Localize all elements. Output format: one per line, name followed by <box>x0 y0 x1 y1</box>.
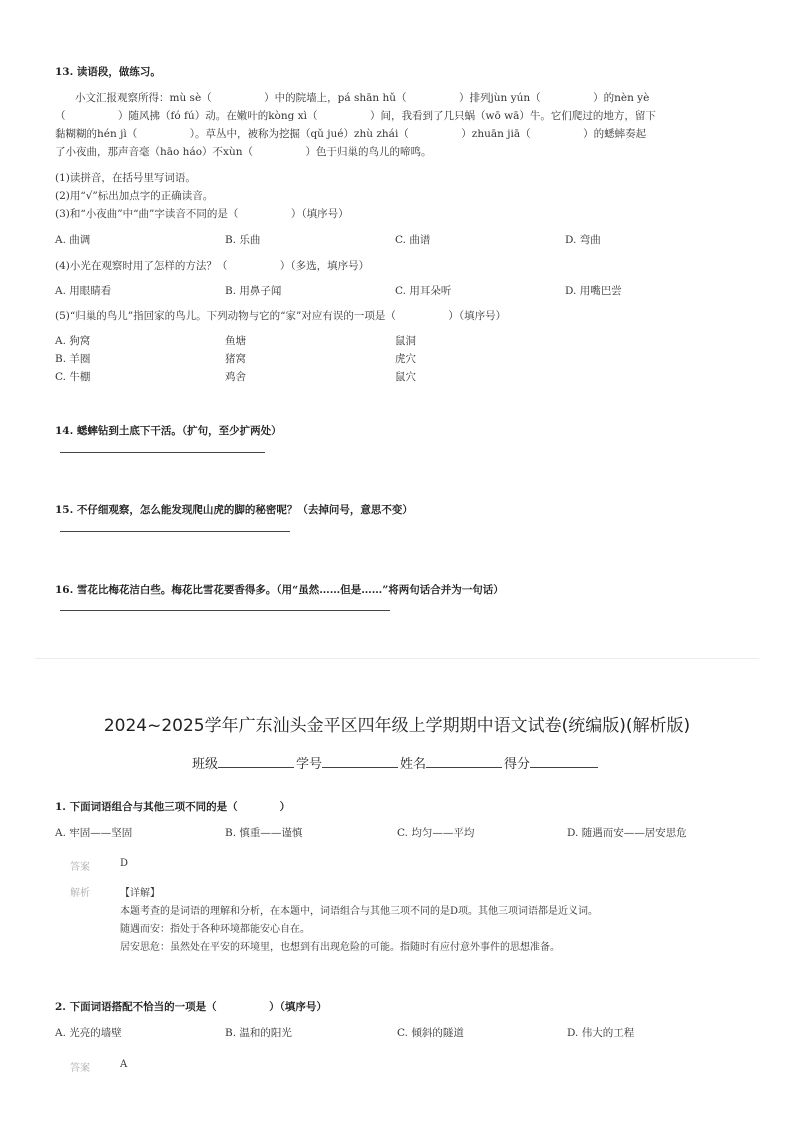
p2q2-option-a: A. 光亮的墙壁 <box>55 1027 122 1039</box>
p2q1-analysis-line-4: 居安思危：虽然处在平安的环境里，也想到有出现危险的可能。指随时有应付意外事件的思想准备。 <box>120 942 560 953</box>
name-label: 姓名 <box>400 757 427 772</box>
p2q2-option-c: C. 倾斜的隧道 <box>397 1027 464 1039</box>
p2q1-option-c: C. 均匀——平均 <box>397 827 475 839</box>
q16-answer-line[interactable] <box>60 610 390 611</box>
page-title: 2024~2025学年广东汕头金平区四年级上学期期中语文试卷(统编版)(解析版) <box>103 716 691 736</box>
q13-sub5-row-c-col2: 鸡舍 <box>225 371 246 383</box>
q13-para-line-1: 小文汇报观察所得：mù sè（ ）中的院墙上，pá shān hǔ（ ）排列jùn yún（ ）的nèn yè <box>75 92 650 104</box>
p2q1-analysis-label: 解析 <box>70 888 90 899</box>
q15-title: 15. 不仔细观察，怎么能发现爬山虎的脚的秘密呢？（去掉问号，意思不变） <box>55 504 413 516</box>
p2q2-option-b: B. 温和的阳光 <box>225 1027 292 1039</box>
p2q1-option-d: D. 随遇而安——居安思危 <box>567 827 687 839</box>
name-field[interactable] <box>426 753 502 768</box>
p2q2-answer-label: 答案 <box>70 1063 90 1074</box>
score-field[interactable] <box>530 753 598 768</box>
q13-sub3-option-d: D. 弯曲 <box>565 234 601 246</box>
q14-title: 14. 蟋蟀钻到土底下干活。（扩句，至少扩两处） <box>55 425 282 437</box>
q13-sub5-row-a-col1: A. 狗窝 <box>55 335 91 347</box>
q13-sub5-row-c-col3: 鼠穴 <box>395 371 416 383</box>
q13-sub4-option-d: D. 用嘴巴尝 <box>565 285 622 297</box>
student-number-label: 学号 <box>296 757 323 772</box>
q13-sub3: (3)和“小夜曲”中“曲”字读音不同的是（ ）（填序号） <box>55 208 349 220</box>
page-divider <box>35 658 759 659</box>
q13-sub5-row-b-col3: 虎穴 <box>395 353 416 365</box>
q13-sub5: (5)“归巢的鸟儿”指回家的鸟儿。下列动物与它的“家”对应有误的一项是（ ）（填序号） <box>55 310 507 322</box>
class-field[interactable] <box>218 753 294 768</box>
q13-para-line-2: （ ）随风拂（fó fú）动。在嫩叶的kòng xì（ ）间，我看到了几只蜗（wō wā）牛。它们爬过的地方，留下 <box>55 110 656 122</box>
p2q1-option-b: B. 慎重——谨慎 <box>225 827 303 839</box>
p2q1-answer-value: D <box>120 858 129 869</box>
p2q1-answer-label: 答案 <box>70 862 90 873</box>
q13-sub4-option-a: A. 用眼睛看 <box>55 285 112 297</box>
score-label: 得分 <box>504 757 531 772</box>
p2q1-analysis-line-3: 随遇而安：指处于各种环境都能安心自在。 <box>120 924 310 935</box>
q13-sub3-option-a: A. 曲调 <box>55 234 91 246</box>
p2q1-analysis-line-2: 本题考查的是词语的理解和分析，在本题中，词语组合与其他三项不同的是D项。其他三项词语都是近义词。 <box>120 906 599 917</box>
p2q1-analysis-line-1: 【详解】 <box>120 888 160 899</box>
q13-sub3-option-c: C. 曲谱 <box>395 234 431 246</box>
q13-para-line-3: 黏糊糊的hén jì（ ）。草丛中，被称为挖掘（qǔ jué）zhù zhái（ ）zhuān jiā（ ）的蟋蟀奏起 <box>55 128 647 140</box>
q13-sub2: (2)用“√”标出加点字的正确读音。 <box>55 190 214 202</box>
q13-title: 13. 读语段，做练习。 <box>55 66 161 78</box>
q13-sub5-row-a-col3: 鼠洞 <box>395 335 416 347</box>
student-info-row <box>192 753 600 772</box>
q14-answer-line[interactable] <box>60 452 265 453</box>
p2q1-title: 1. 下面词语组合与其他三项不同的是（ ） <box>55 801 291 813</box>
student-number-field[interactable] <box>322 753 398 768</box>
p2q2-option-d: D. 伟大的工程 <box>567 1027 635 1039</box>
q13-para-line-4: 了小夜曲，那声音毫（hāo háo）不xùn（ ）色于归巢的鸟儿的啼鸣。 <box>55 146 432 158</box>
q13-sub4: (4)小光在观察时用了怎样的方法？（ ）（多选，填序号） <box>55 260 370 272</box>
p2q1-option-a: A. 牢固——坚固 <box>55 827 133 839</box>
q15-answer-line[interactable] <box>60 531 290 532</box>
p2q2-title: 2. 下面词语搭配不恰当的一项是（ ）（填序号） <box>55 1001 327 1013</box>
q13-sub1: (1)读拼音，在括号里写词语。 <box>55 172 196 184</box>
p2q2-answer-value: A <box>120 1059 128 1070</box>
q13-sub5-row-c-col1: C. 牛棚 <box>55 371 91 383</box>
q13-sub4-option-b: B. 用鼻子闻 <box>225 285 282 297</box>
q13-sub5-row-b-col2: 猪窝 <box>225 353 246 365</box>
q13-sub3-option-b: B. 乐曲 <box>225 234 261 246</box>
q13-sub4-option-c: C. 用耳朵听 <box>395 285 452 297</box>
q13-sub5-row-a-col2: 鱼塘 <box>225 335 246 347</box>
q13-sub5-row-b-col1: B. 羊圈 <box>55 353 91 365</box>
class-label: 班级 <box>192 757 219 772</box>
q16-title: 16. 雪花比梅花洁白些。梅花比雪花要香得多。（用“虽然……但是……”将两句话合并为一句话） <box>55 584 504 596</box>
